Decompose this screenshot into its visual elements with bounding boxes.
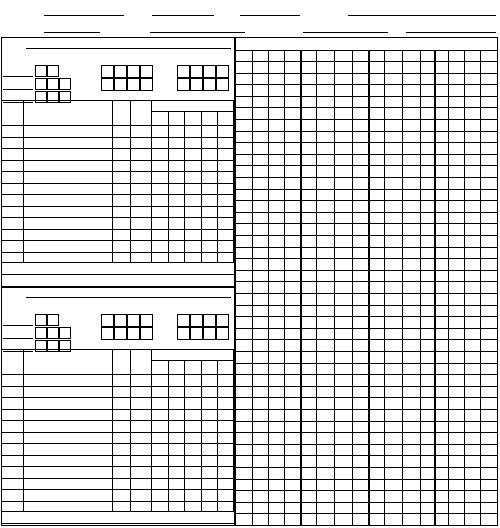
score-row-line bbox=[236, 479, 498, 480]
roster-row-line bbox=[1, 466, 234, 467]
referee-field[interactable] bbox=[348, 15, 496, 16]
timeout-box[interactable] bbox=[47, 327, 59, 339]
team-foul-box[interactable] bbox=[216, 78, 229, 91]
team-foul-box[interactable] bbox=[101, 327, 114, 340]
date-field[interactable] bbox=[152, 15, 214, 16]
timeout-box[interactable] bbox=[59, 78, 71, 90]
team-foul-box[interactable] bbox=[101, 65, 114, 78]
timeout-box[interactable] bbox=[35, 78, 47, 90]
timeout-box[interactable] bbox=[35, 314, 47, 326]
score-row-line bbox=[236, 397, 498, 398]
pf-sub-line bbox=[151, 360, 234, 361]
score-row-line bbox=[236, 270, 498, 271]
roster-row-line bbox=[1, 217, 234, 218]
roster-row-line bbox=[1, 206, 234, 207]
team-foul-box[interactable] bbox=[190, 327, 203, 340]
score-header-line bbox=[236, 61, 498, 62]
score-row-line bbox=[236, 502, 498, 503]
roster-row-line bbox=[1, 137, 234, 138]
team-foul-box[interactable] bbox=[140, 327, 153, 340]
score-row-line bbox=[236, 223, 498, 224]
period-underline bbox=[3, 338, 33, 339]
team-foul-box[interactable] bbox=[114, 314, 127, 327]
roster-row-line bbox=[1, 386, 234, 387]
team-foul-box[interactable] bbox=[177, 314, 190, 327]
roster-row-line bbox=[1, 229, 234, 230]
roster-row-line bbox=[1, 455, 234, 456]
timeout-box[interactable] bbox=[59, 327, 71, 339]
venue-field[interactable] bbox=[150, 32, 245, 33]
score-row-line bbox=[236, 142, 498, 143]
team-foul-box[interactable] bbox=[203, 314, 216, 327]
team-foul-box[interactable] bbox=[140, 314, 153, 327]
team-foul-box[interactable] bbox=[177, 65, 190, 78]
team-foul-box[interactable] bbox=[140, 78, 153, 91]
score-row-line bbox=[236, 305, 498, 306]
umpire-1-field[interactable] bbox=[303, 32, 388, 33]
score-row-line bbox=[236, 363, 498, 364]
roster-row-line bbox=[1, 489, 234, 490]
team-foul-box[interactable] bbox=[190, 314, 203, 327]
team-foul-box[interactable] bbox=[114, 327, 127, 340]
team-foul-box[interactable] bbox=[216, 327, 229, 340]
score-row-line bbox=[236, 84, 498, 85]
roster-row-line bbox=[1, 194, 234, 195]
score-row-line bbox=[236, 339, 498, 340]
score-row-line bbox=[236, 258, 498, 259]
time-field[interactable] bbox=[240, 15, 300, 16]
score-row-line bbox=[236, 107, 498, 108]
umpire-2-field[interactable] bbox=[406, 32, 496, 33]
score-row-line bbox=[236, 374, 498, 375]
team-foul-box[interactable] bbox=[114, 78, 127, 91]
roster-row-line bbox=[1, 148, 234, 149]
score-row-line bbox=[236, 328, 498, 329]
score-row-line bbox=[236, 212, 498, 213]
team-foul-box[interactable] bbox=[203, 78, 216, 91]
coach-field[interactable] bbox=[1, 523, 234, 524]
period-underline bbox=[3, 76, 33, 77]
score-row-line bbox=[236, 247, 498, 248]
timeout-box[interactable] bbox=[47, 78, 59, 90]
score-row-line bbox=[236, 189, 498, 190]
match-name-field[interactable] bbox=[44, 15, 124, 16]
period-underline bbox=[3, 325, 33, 326]
team-foul-box[interactable] bbox=[101, 78, 114, 91]
team-foul-box[interactable] bbox=[127, 65, 140, 78]
team-foul-box[interactable] bbox=[177, 327, 190, 340]
roster-row-line bbox=[1, 252, 234, 253]
roster-row-line bbox=[1, 183, 234, 184]
team-foul-box[interactable] bbox=[203, 65, 216, 78]
team-foul-box[interactable] bbox=[114, 65, 127, 78]
score-title-line bbox=[236, 50, 498, 51]
score-row-line bbox=[236, 444, 498, 445]
roster-row-line bbox=[1, 374, 234, 375]
score-row-line bbox=[236, 316, 498, 317]
roster-row-line bbox=[1, 409, 234, 410]
match-no-field[interactable] bbox=[44, 32, 100, 33]
team-foul-box[interactable] bbox=[216, 314, 229, 327]
pf-sub-line bbox=[151, 111, 234, 112]
roster-row-line bbox=[1, 478, 234, 479]
timeout-box[interactable] bbox=[35, 65, 47, 77]
score-row-line bbox=[236, 386, 498, 387]
team-foul-box[interactable] bbox=[140, 65, 153, 78]
timeout-box[interactable] bbox=[47, 65, 59, 77]
roster-row-line bbox=[1, 125, 234, 126]
coach-field[interactable] bbox=[1, 274, 234, 275]
score-row-line bbox=[236, 154, 498, 155]
score-row-line bbox=[236, 131, 498, 132]
score-row-line bbox=[236, 73, 498, 74]
team-foul-box[interactable] bbox=[127, 78, 140, 91]
roster-row-line bbox=[1, 240, 234, 241]
team-name-field[interactable] bbox=[26, 48, 231, 49]
score-row-line bbox=[236, 513, 498, 514]
team-foul-box[interactable] bbox=[190, 78, 203, 91]
roster-row-line bbox=[1, 432, 234, 433]
team-foul-box[interactable] bbox=[127, 327, 140, 340]
score-row-line bbox=[236, 351, 498, 352]
score-row-line bbox=[236, 467, 498, 468]
score-row-line bbox=[236, 281, 498, 282]
team-foul-box[interactable] bbox=[203, 327, 216, 340]
team-foul-box[interactable] bbox=[127, 314, 140, 327]
team-foul-box[interactable] bbox=[190, 65, 203, 78]
timeout-box[interactable] bbox=[47, 314, 59, 326]
team-name-field[interactable] bbox=[26, 297, 231, 298]
score-row-line bbox=[236, 421, 498, 422]
roster-row-line bbox=[1, 443, 234, 444]
score-row-line bbox=[236, 432, 498, 433]
score-row-line bbox=[236, 235, 498, 236]
score-row-line bbox=[236, 409, 498, 410]
score-row-line bbox=[236, 165, 498, 166]
score-row-line bbox=[236, 293, 498, 294]
team-foul-box[interactable] bbox=[101, 314, 114, 327]
roster-row-line bbox=[1, 397, 234, 398]
score-row-line bbox=[236, 96, 498, 97]
score-row-line bbox=[236, 490, 498, 491]
roster-row-line bbox=[1, 171, 234, 172]
score-row-line bbox=[236, 455, 498, 456]
team-foul-box[interactable] bbox=[216, 65, 229, 78]
timeout-box[interactable] bbox=[35, 327, 47, 339]
roster-row-line bbox=[1, 501, 234, 502]
team-foul-box[interactable] bbox=[177, 78, 190, 91]
score-row-line bbox=[236, 119, 498, 120]
roster-row-line bbox=[1, 160, 234, 161]
score-row-line bbox=[236, 177, 498, 178]
roster-row-line bbox=[1, 420, 234, 421]
period-underline bbox=[3, 89, 33, 90]
score-row-line bbox=[236, 200, 498, 201]
assistant-coach-field[interactable] bbox=[1, 286, 234, 287]
